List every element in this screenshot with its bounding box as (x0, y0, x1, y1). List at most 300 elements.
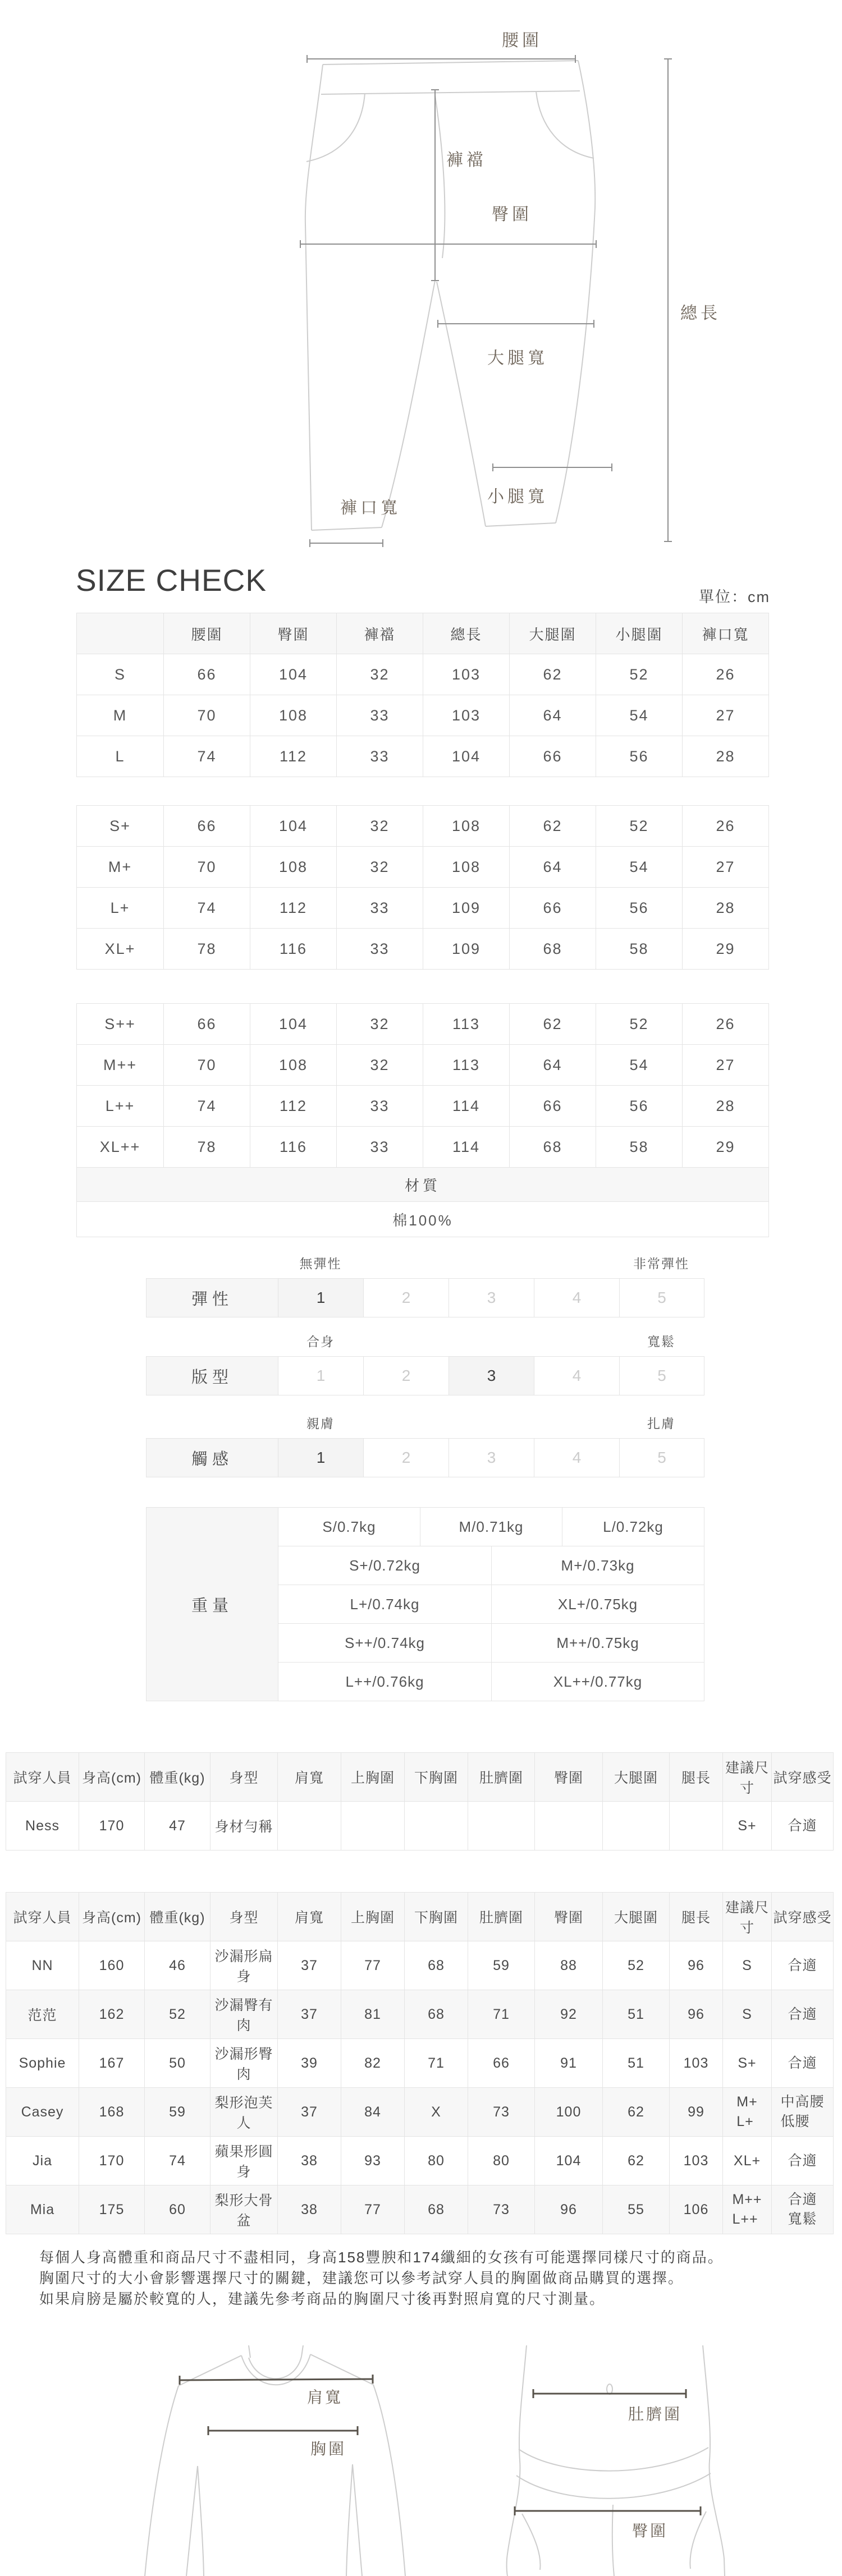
size-cell: 56 (596, 888, 683, 929)
size-cell: 109 (423, 929, 510, 970)
model-shape: 身材勻稱 (210, 1802, 278, 1851)
size-cell: 32 (337, 1045, 423, 1086)
size-cell: 58 (596, 929, 683, 970)
size-row (77, 929, 769, 970)
col-header: 試穿感受 (772, 1893, 834, 1941)
model-cell (603, 1802, 670, 1851)
model-height: 162 (79, 1990, 145, 2039)
fitting-header (6, 1753, 834, 1802)
model-weight: 60 (145, 2185, 210, 2234)
fit-scale (146, 1356, 704, 1395)
model-cell: 68 (405, 1941, 468, 1990)
fitting-row (6, 2185, 834, 2234)
size-cell: 104 (250, 1004, 337, 1045)
size-cell: 54 (596, 695, 683, 736)
model-size: S+ (723, 1802, 772, 1851)
upper-body-figure (145, 2345, 405, 2576)
size-cell: 116 (250, 1127, 337, 1168)
model-feel: 合適 (772, 1990, 834, 2039)
model-cell: 73 (468, 2185, 535, 2234)
size-cell: 27 (683, 695, 769, 736)
size-cell: 29 (683, 929, 769, 970)
col-header: 肩寬 (278, 1753, 341, 1802)
model-name: NN (6, 1941, 79, 1990)
thigh-label: 大腿寬 (487, 349, 548, 368)
model-cell: 51 (603, 2039, 670, 2088)
model-cell: 62 (603, 2137, 670, 2185)
model-cell: 37 (278, 1941, 341, 1990)
model-name: 范范 (6, 1990, 79, 2039)
model-size: S (723, 1941, 772, 1990)
scale-cell-active: 3 (449, 1357, 534, 1395)
size-cell: 104 (250, 654, 337, 695)
model-height: 167 (79, 2039, 145, 2088)
col-header: 體重(kg) (145, 1893, 210, 1941)
size-row (77, 888, 769, 929)
model-height: 160 (79, 1941, 145, 1990)
col-header: 試穿感受 (772, 1753, 834, 1802)
calf-label: 小腿寬 (487, 488, 548, 506)
weight-cell: XL++/0.77kg (492, 1663, 704, 1701)
col-header: 建議尺寸 (723, 1753, 772, 1802)
size-cell: 103 (423, 654, 510, 695)
col-header: 身型 (210, 1753, 278, 1802)
size-cell: 70 (164, 1045, 250, 1086)
size-cell: 28 (683, 736, 769, 777)
model-cell: 81 (341, 1990, 405, 2039)
model-height: 175 (79, 2185, 145, 2234)
size-cell: 32 (337, 806, 423, 847)
size-cell: 56 (596, 1086, 683, 1127)
model-cell: 103 (670, 2137, 723, 2185)
model-height: 170 (79, 1802, 145, 1851)
model-cell: 38 (278, 2185, 341, 2234)
model-weight: 47 (145, 1802, 210, 1851)
fitting-table-1 (6, 1752, 834, 1851)
size-name: M+ (77, 847, 164, 888)
model-cell: 51 (603, 1990, 670, 2039)
size-cell: 113 (423, 1004, 510, 1045)
col-header: 褲口寬 (683, 613, 769, 654)
note-line: 每個人身高體重和商品尺寸不盡相同，身高158豐腴和174纖細的女孩有可能選擇同樣尺寸的商品。 (39, 2249, 724, 2266)
model-cell: 92 (535, 1990, 603, 2039)
size-row (77, 654, 769, 695)
size-cell: 52 (596, 806, 683, 847)
size-row (77, 1004, 769, 1045)
weight-cell: M++/0.75kg (492, 1624, 704, 1663)
scale-cell: 5 (620, 1357, 704, 1395)
col-header: 大腿圍 (603, 1893, 670, 1941)
model-name: Ness (6, 1802, 79, 1851)
size-cell: 52 (596, 1004, 683, 1045)
material-value: 棉100% (77, 1202, 769, 1237)
size-cell: 74 (164, 736, 250, 777)
size-cell: 56 (596, 736, 683, 777)
fitting-row (6, 1941, 834, 1990)
model-shape: 沙漏形扁身 (210, 1941, 278, 1990)
model-cell: 71 (405, 2039, 468, 2088)
hip-label: 臀圍 (632, 2522, 669, 2540)
scale-cell: 4 (534, 1357, 620, 1395)
size-cell: 26 (683, 1004, 769, 1045)
scale-cell-active: 1 (278, 1279, 364, 1317)
model-cell (468, 1802, 535, 1851)
model-cell (670, 1802, 723, 1851)
scale-cell: 5 (620, 1439, 704, 1477)
model-feel: 合適 寬鬆 (772, 2185, 834, 2234)
fit-right-label: 寬鬆 (647, 1334, 675, 1349)
col-header: 肩寬 (278, 1893, 341, 1941)
fitting-row (6, 2137, 834, 2185)
size-name: M++ (77, 1045, 164, 1086)
model-size: XL+ (723, 2137, 772, 2185)
col-header: 臀圍 (535, 1753, 603, 1802)
size-table-group-1 (76, 613, 769, 777)
model-shape: 梨形泡芙人 (210, 2088, 278, 2137)
model-cell: 99 (670, 2088, 723, 2137)
size-cell: 27 (683, 1045, 769, 1086)
size-table-group-3 (76, 1003, 769, 1237)
size-cell: 108 (423, 806, 510, 847)
col-header: 上胸圍 (341, 1753, 405, 1802)
model-name: Mia (6, 2185, 79, 2234)
model-cell: X (405, 2088, 468, 2137)
model-size: S (723, 1990, 772, 2039)
size-row (77, 806, 769, 847)
col-header: 大腿圍 (510, 613, 596, 654)
col-header: 肚臍圍 (468, 1753, 535, 1802)
size-cell: 78 (164, 1127, 250, 1168)
model-cell: 66 (468, 2039, 535, 2088)
size-cell: 70 (164, 695, 250, 736)
size-cell: 28 (683, 888, 769, 929)
weight-cell: L/0.72kg (562, 1508, 704, 1546)
model-cell: 96 (670, 1941, 723, 1990)
model-cell: 91 (535, 2039, 603, 2088)
length-label: 總長 (680, 304, 721, 323)
size-table-header (77, 613, 769, 654)
size-cell: 112 (250, 888, 337, 929)
page-title: SIZE CHECK (76, 563, 267, 598)
size-row (77, 1045, 769, 1086)
weight-cell: M+/0.73kg (492, 1546, 704, 1585)
model-cell: 84 (341, 2088, 405, 2137)
scale-cell: 4 (534, 1279, 620, 1317)
size-cell: 66 (510, 736, 596, 777)
model-cell (405, 1802, 468, 1851)
col-header: 試穿人員 (6, 1893, 79, 1941)
model-shape: 梨形大骨盆 (210, 2185, 278, 2234)
weight-cell: S/0.7kg (278, 1508, 420, 1546)
model-weight: 50 (145, 2039, 210, 2088)
col-header: 小腿圍 (596, 613, 683, 654)
model-cell: 68 (405, 2185, 468, 2234)
size-cell: 52 (596, 654, 683, 695)
size-cell: 66 (164, 1004, 250, 1045)
col-header: 褲襠 (337, 613, 423, 654)
model-cell: 77 (341, 2185, 405, 2234)
model-cell: 73 (468, 2088, 535, 2137)
size-cell: 112 (250, 736, 337, 777)
pants-measure-lines (300, 55, 672, 547)
model-cell: 96 (535, 2185, 603, 2234)
shoulder-width-label: 肩寬 (306, 2389, 344, 2406)
size-cell: 33 (337, 695, 423, 736)
size-cell: 108 (250, 695, 337, 736)
model-weight: 74 (145, 2137, 210, 2185)
model-cell: 37 (278, 1990, 341, 2039)
size-name: S+ (77, 806, 164, 847)
size-table-group-2 (76, 805, 769, 970)
col-header: 肚臍圍 (468, 1893, 535, 1941)
model-feel: 合適 (772, 1941, 834, 1990)
sizing-notes (39, 2247, 724, 2309)
size-cell: 26 (683, 806, 769, 847)
col-header: 建議尺寸 (723, 1893, 772, 1941)
navel-label: 肚臍圍 (628, 2405, 683, 2423)
weight-row (147, 1508, 704, 1546)
model-feel: 合適 (772, 2137, 834, 2185)
size-row (77, 1127, 769, 1168)
size-row (77, 847, 769, 888)
col-header: 身高(cm) (79, 1753, 145, 1802)
col-header: 腿長 (670, 1893, 723, 1941)
size-name: S (77, 654, 164, 695)
model-cell: 96 (670, 1990, 723, 2039)
model-size: M+ L+ (723, 2088, 772, 2137)
size-cell: 104 (423, 736, 510, 777)
scale-cell: 2 (364, 1357, 449, 1395)
scale-cell: 1 (278, 1357, 364, 1395)
model-weight: 59 (145, 2088, 210, 2137)
size-cell: 66 (510, 888, 596, 929)
size-name: XL++ (77, 1127, 164, 1168)
size-cell: 64 (510, 1045, 596, 1086)
fitting-row (6, 1802, 834, 1851)
size-cell: 58 (596, 1127, 683, 1168)
model-shape: 沙漏臀有肉 (210, 1990, 278, 2039)
size-cell: 54 (596, 1045, 683, 1086)
size-cell: 26 (683, 654, 769, 695)
size-cell: 32 (337, 654, 423, 695)
body-measurement-diagrams (0, 2345, 842, 2576)
size-cell: 62 (510, 806, 596, 847)
size-name: XL+ (77, 929, 164, 970)
size-cell: 68 (510, 1127, 596, 1168)
model-weight: 46 (145, 1941, 210, 1990)
size-cell: 109 (423, 888, 510, 929)
size-cell: 74 (164, 888, 250, 929)
size-cell: 28 (683, 1086, 769, 1127)
model-height: 168 (79, 2088, 145, 2137)
hip-label: 臀圍 (492, 205, 532, 224)
scale-cell: 3 (449, 1279, 534, 1317)
pants-outline (305, 61, 595, 530)
size-cell: 66 (164, 806, 250, 847)
size-cell: 113 (423, 1045, 510, 1086)
weight-cell: L++/0.76kg (278, 1663, 492, 1701)
weight-cell: S+/0.72kg (278, 1546, 492, 1585)
model-feel: 合適 (772, 2039, 834, 2088)
size-cell: 108 (250, 1045, 337, 1086)
waist-label: 腰圍 (502, 31, 542, 50)
elasticity-left-label: 無彈性 (299, 1256, 342, 1271)
size-cell: 62 (510, 654, 596, 695)
size-cell: 114 (423, 1086, 510, 1127)
model-feel: 中高腰 低腰 (772, 2088, 834, 2137)
model-feel: 合適 (772, 1802, 834, 1851)
size-cell: 66 (510, 1086, 596, 1127)
model-weight: 52 (145, 1990, 210, 2039)
scale-cell: 5 (620, 1279, 704, 1317)
size-row (77, 1086, 769, 1127)
touch-right-label: 扎膚 (647, 1416, 675, 1431)
size-cell: 78 (164, 929, 250, 970)
scale-row (147, 1439, 704, 1477)
weight-table (146, 1507, 704, 1701)
weight-cell: L+/0.74kg (278, 1585, 492, 1624)
scale-cell: 3 (449, 1439, 534, 1477)
fitting-row (6, 2039, 834, 2088)
model-size: M++ L++ (723, 2185, 772, 2234)
model-cell: 77 (341, 1941, 405, 1990)
size-cell: 33 (337, 888, 423, 929)
col-header: 下胸圍 (405, 1893, 468, 1941)
weight-cell: S++/0.74kg (278, 1624, 492, 1663)
model-height: 170 (79, 2137, 145, 2185)
size-cell: 33 (337, 736, 423, 777)
material-label-row (77, 1168, 769, 1202)
size-name: L (77, 736, 164, 777)
size-name: M (77, 695, 164, 736)
size-cell: 62 (510, 1004, 596, 1045)
size-cell: 74 (164, 1086, 250, 1127)
lower-body-figure (507, 2345, 725, 2576)
size-cell: 114 (423, 1127, 510, 1168)
model-cell (535, 1802, 603, 1851)
col-header: 上胸圍 (341, 1893, 405, 1941)
model-cell: 71 (468, 1990, 535, 2039)
size-cell: 108 (250, 847, 337, 888)
scale-cell-active: 1 (278, 1439, 364, 1477)
size-cell: 66 (164, 654, 250, 695)
scale-cell: 2 (364, 1439, 449, 1477)
col-header: 試穿人員 (6, 1753, 79, 1802)
scale-label: 觸感 (147, 1439, 278, 1477)
col-header: 腰圍 (164, 613, 250, 654)
size-cell: 33 (337, 1086, 423, 1127)
model-cell: 38 (278, 2137, 341, 2185)
size-cell: 104 (250, 806, 337, 847)
model-cell: 37 (278, 2088, 341, 2137)
model-name: Sophie (6, 2039, 79, 2088)
scale-label: 彈性 (147, 1279, 278, 1317)
model-cell: 62 (603, 2088, 670, 2137)
model-cell (341, 1802, 405, 1851)
col-header: 下胸圍 (405, 1753, 468, 1802)
col-header: 臀圍 (250, 613, 337, 654)
fitting-row (6, 2088, 834, 2137)
note-line: 如果肩膀是屬於較寬的人，建議先參考商品的胸圍尺寸後再對照肩寬的尺寸測量。 (39, 2290, 606, 2307)
col-header: 身高(cm) (79, 1893, 145, 1941)
fitting-table-2 (6, 1892, 834, 2234)
col-header: 身型 (210, 1893, 278, 1941)
fitting-row (6, 1990, 834, 2039)
model-cell: 103 (670, 2039, 723, 2088)
touch-scale (146, 1438, 704, 1477)
model-cell: 93 (341, 2137, 405, 2185)
corner-cell (77, 613, 164, 654)
size-name: L+ (77, 888, 164, 929)
chest-label: 胸圍 (310, 2440, 347, 2458)
model-cell: 80 (468, 2137, 535, 2185)
size-cell: 27 (683, 847, 769, 888)
col-header: 總長 (423, 613, 510, 654)
size-cell: 32 (337, 1004, 423, 1045)
weight-cell: M/0.71kg (420, 1508, 562, 1546)
fitting-header (6, 1893, 834, 1941)
size-row (77, 695, 769, 736)
model-size: S+ (723, 2039, 772, 2088)
note-line: 胸圍尺寸的大小會影響選擇尺寸的關鍵，建議您可以參考試穿人員的胸圍做商品購買的選擇。 (39, 2270, 684, 2286)
size-cell: 112 (250, 1086, 337, 1127)
model-shape: 蘋果形圓身 (210, 2137, 278, 2185)
col-header: 腿長 (670, 1753, 723, 1802)
scale-cell: 4 (534, 1439, 620, 1477)
model-cell (278, 1802, 341, 1851)
col-header: 體重(kg) (145, 1753, 210, 1802)
size-cell: 33 (337, 929, 423, 970)
crotch-label: 褲襠 (446, 151, 487, 169)
size-cell: 108 (423, 847, 510, 888)
unit-label: 單位：cm (699, 589, 770, 605)
model-shape: 沙漏形臀肉 (210, 2039, 278, 2088)
size-cell: 64 (510, 695, 596, 736)
size-cell: 116 (250, 929, 337, 970)
scale-row (147, 1279, 704, 1317)
size-cell: 103 (423, 695, 510, 736)
size-cell: 32 (337, 847, 423, 888)
material-label: 材質 (77, 1168, 769, 1202)
model-cell: 80 (405, 2137, 468, 2185)
scale-row (147, 1357, 704, 1395)
elasticity-right-label: 非常彈性 (633, 1256, 689, 1271)
size-cell: 54 (596, 847, 683, 888)
model-name: Casey (6, 2088, 79, 2137)
col-header: 大腿圍 (603, 1753, 670, 1802)
pants-measurement-diagram (253, 11, 730, 550)
model-cell: 59 (468, 1941, 535, 1990)
model-cell: 100 (535, 2088, 603, 2137)
elasticity-scale (146, 1278, 704, 1317)
size-cell: 29 (683, 1127, 769, 1168)
weight-label: 重量 (147, 1508, 278, 1701)
size-name: L++ (77, 1086, 164, 1127)
model-cell: 52 (603, 1941, 670, 1990)
scale-label: 版型 (147, 1357, 278, 1395)
hem-label: 褲口寬 (340, 499, 401, 517)
size-cell: 70 (164, 847, 250, 888)
material-value-row (77, 1202, 769, 1237)
size-cell: 68 (510, 929, 596, 970)
model-cell: 88 (535, 1941, 603, 1990)
size-row (77, 736, 769, 777)
size-name: S++ (77, 1004, 164, 1045)
model-cell: 55 (603, 2185, 670, 2234)
weight-cell: XL+/0.75kg (492, 1585, 704, 1624)
model-cell: 82 (341, 2039, 405, 2088)
model-cell: 68 (405, 1990, 468, 2039)
